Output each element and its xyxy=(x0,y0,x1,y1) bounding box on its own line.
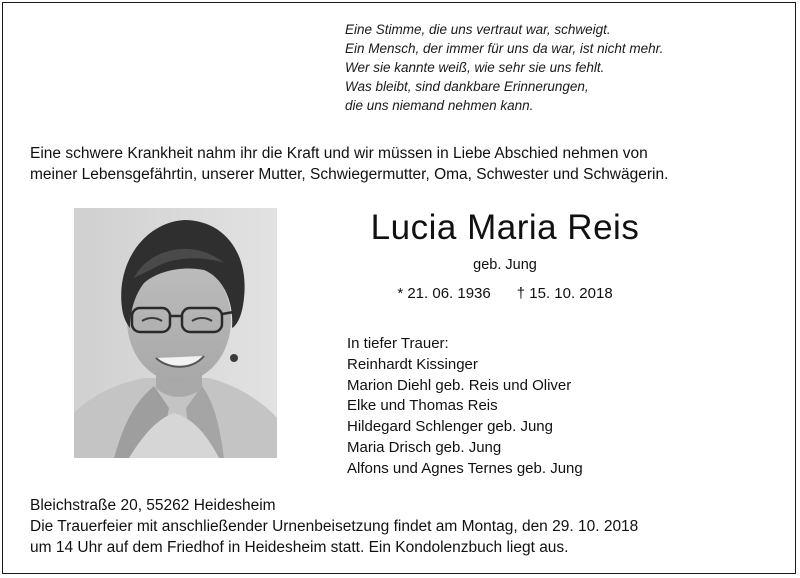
intro-line: meiner Lebensgefährtin, unserer Mutter, Schwiegermutter, Oma, Schwester und Schwägerin. xyxy=(30,166,669,183)
poem-line: Eine Stimme, die uns vertraut war, schweigt. xyxy=(345,22,611,37)
poem-line: Ein Mensch, der immer für uns da war, ist nicht mehr. xyxy=(345,41,664,56)
mourner-name: Reinhardt Kissinger xyxy=(347,355,478,373)
mourner-name: Elke und Thomas Reis xyxy=(347,397,498,415)
mourner-name: Alfons und Agnes Ternes geb. Jung xyxy=(347,459,583,477)
intro-line: Eine schwere Krankheit nahm ihr die Kraft und wir müssen in Liebe Abschied nehmen von xyxy=(30,145,648,162)
intro-text xyxy=(30,143,775,185)
maiden-name: geb. Jung xyxy=(473,257,537,273)
portrait-photo xyxy=(74,208,277,458)
deceased-name: Lucia Maria Reis xyxy=(370,208,640,247)
mourner-name: Hildegard Schlenger geb. Jung xyxy=(347,418,553,436)
mourner-name: Marion Diehl geb. Reis und Oliver xyxy=(347,376,572,394)
poem xyxy=(345,20,663,115)
birth-date: * 21. 06. 1936 xyxy=(397,285,491,302)
poem-line: Was bleibt, sind dankbare Erinnerungen, xyxy=(345,79,589,94)
portrait-image xyxy=(74,208,277,458)
funeral-info xyxy=(30,495,775,558)
funeral-info-line: um 14 Uhr auf dem Friedhof in Heidesheim statt. Ein Kondolenzbuch liegt aus. xyxy=(30,539,569,556)
mourner-name: Maria Drisch geb. Jung xyxy=(347,438,502,456)
funeral-info-line: Die Trauerfeier mit anschließender Urnenbeisetzung findet am Montag, den 29. 10. 2018 xyxy=(30,518,639,535)
death-date: † 15. 10. 2018 xyxy=(516,285,613,302)
address: Bleichstraße 20, 55262 Heidesheim xyxy=(30,497,276,514)
mourners-list xyxy=(347,334,583,480)
poem-line: Wer sie kannte weiß, wie sehr sie uns fehlt. xyxy=(345,60,605,75)
life-dates xyxy=(320,285,690,302)
mourners-heading: In tiefer Trauer: xyxy=(347,335,449,352)
poem-line: die uns niemand nehmen kann. xyxy=(345,98,534,113)
